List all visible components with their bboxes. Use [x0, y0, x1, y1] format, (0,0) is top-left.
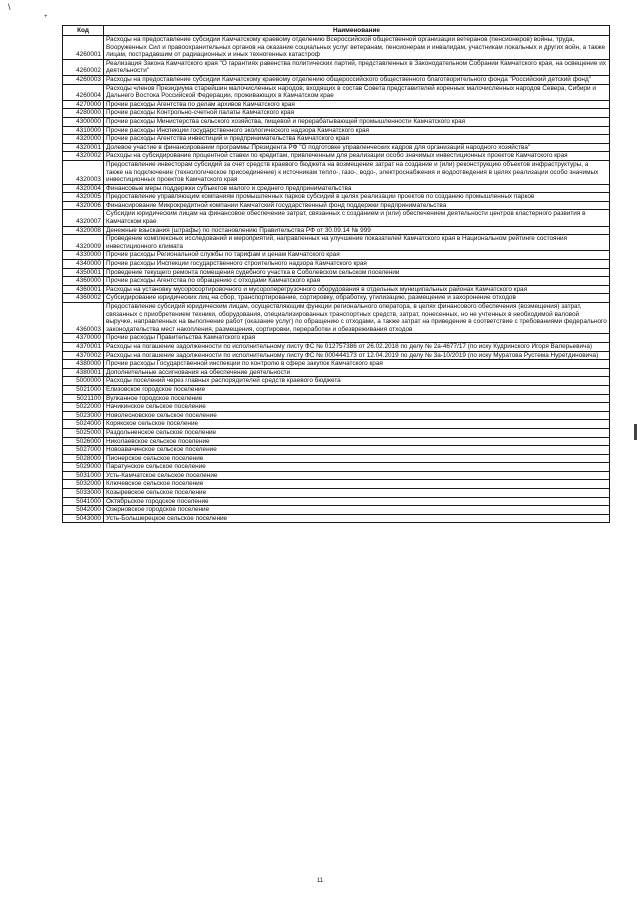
table-row	[63, 285, 610, 294]
row-name: Раздольненское сельское поселение	[104, 428, 610, 437]
row-code: 5027000	[63, 446, 104, 455]
row-name: Вулканное городское поселение	[104, 394, 610, 403]
row-name: Новоавачинское сельское поселение	[104, 446, 610, 455]
table-row	[63, 377, 610, 386]
table-row	[63, 342, 610, 351]
table-row	[63, 184, 610, 193]
table-row	[63, 454, 610, 463]
row-name: Расходы на погашение задолженности по исполнительному листу ФС № 000444173 от 12.04.2019 по делу № 3а-10/2019 (по иску Муратова Рустема Нуретдиновича)	[104, 351, 610, 360]
row-name: Расходы членов Президиума старейшин малочисленных народов, входящих в состав Совета представителей коренных малочисленных народов Севера, Сибири и Дальнего Востока Российской Федерации, проживающих в Камчатском крае	[104, 84, 610, 100]
row-code: 5021100	[63, 394, 104, 403]
row-code: 5041000	[63, 497, 104, 506]
row-name: Прочие расходы Инспекции государственного строительного надзора Камчатского края	[104, 260, 610, 269]
table-row	[63, 463, 610, 472]
table-row	[63, 201, 610, 210]
scan-mark-small: +	[44, 14, 48, 20]
table-row	[63, 471, 610, 480]
row-name: Расходы на предоставление субсидии Камчатскому краевому отделению Всероссийской общественной организации ветеранов (пенсионеров) войны, труда, Вооруженных Сил и правоохранительных органов на оказание социальных услуг ветеранам, пенсионерам и инвалидам, участникам локальных и других войн, а также лицам, пострадавшим от радиационных и иных техногенных катастроф	[104, 36, 610, 60]
row-name: Прочие расходы Контрольно-счетной палаты Камчатского края	[104, 109, 610, 118]
row-code: 4350001	[63, 268, 104, 277]
row-name: Расходы поселений через главных распорядителей средств краевого бюджета	[104, 377, 610, 386]
row-code: 4370000	[63, 334, 104, 343]
row-code: 4380001	[63, 368, 104, 377]
table-row	[63, 480, 610, 489]
row-name: Предоставление субсидий юридическим лицам, осуществляющим функции регионального оператора, в целях финансового обеспечения (возмещения) затрат, связанных с приобретением техники, оборудования, специализированных транспортных средств, затрат, понесенных, но не учтенных в необходимой валовой выручке, направленных на выполнение работ (оказание услуг) по обращению с отходами, а также затрат на приведение в соответствие с требованиями федерального законодательства мест накопления, размещения, сортировки, переработки и обезвреживания отходов	[104, 303, 610, 334]
table-row	[63, 403, 610, 412]
row-code: 4320009	[63, 235, 104, 251]
row-code: 5025000	[63, 428, 104, 437]
row-name: Расходы на установку мусоросортировочного и мусороперегрузочного оборудования в отдельных муниципальных районах Камчатского края	[104, 285, 610, 294]
table-row	[63, 411, 610, 420]
row-code: 4260001	[63, 36, 104, 60]
row-code: 4310000	[63, 126, 104, 135]
row-code: 4360003	[63, 303, 104, 334]
row-name: Расходы на погашение задолженности по исполнительному листу ФС № 012757386 от 26.02.2018 по делу № 2а-4677/17 (по иску Кудринского Игоря Валерьевича)	[104, 342, 610, 351]
table-row	[63, 109, 610, 118]
row-code: 4370002	[63, 351, 104, 360]
table-row	[63, 334, 610, 343]
row-name: Прочие расходы Агентства инвестиций и предпринимательства Камчатского края	[104, 135, 610, 144]
table-row	[63, 385, 610, 394]
row-code: 5029000	[63, 463, 104, 472]
table-row	[63, 303, 610, 334]
row-code: 5033000	[63, 489, 104, 498]
row-code: 5028000	[63, 454, 104, 463]
table-row	[63, 394, 610, 403]
row-code: 4360002	[63, 294, 104, 303]
row-code: 5022000	[63, 403, 104, 412]
table-row	[63, 36, 610, 60]
table-row	[63, 514, 610, 523]
row-name: Усть-Большерецкое сельское поселение	[104, 514, 610, 523]
row-name: Начикинское сельское поселение	[104, 403, 610, 412]
row-code: 4320002	[63, 152, 104, 161]
scan-edge-mark	[634, 424, 637, 440]
row-code: 4360000	[63, 277, 104, 286]
table-row	[63, 368, 610, 377]
table-row	[63, 143, 610, 152]
row-name: Новолесновское сельское поселение	[104, 411, 610, 420]
page-number: 11	[316, 878, 324, 884]
row-code: 4320003	[63, 160, 104, 184]
table-row	[63, 193, 610, 202]
row-code: 4360001	[63, 285, 104, 294]
table-row	[63, 75, 610, 84]
row-code: 4320000	[63, 135, 104, 144]
row-name: Прочие расходы Агентства по обращению с отходами Камчатского края	[104, 277, 610, 286]
table-header-row	[63, 26, 610, 36]
row-name: Усть-Камчатское сельское поселение	[104, 471, 610, 480]
table-row	[63, 294, 610, 303]
row-code: 4260004	[63, 84, 104, 100]
row-name: Пионерское сельское поселение	[104, 454, 610, 463]
row-code: 4300000	[63, 117, 104, 126]
table-row	[63, 135, 610, 144]
row-code: 4340000	[63, 260, 104, 269]
row-name: Ключевское сельское поселение	[104, 480, 610, 489]
table-row	[63, 428, 610, 437]
table-row	[63, 489, 610, 498]
row-code: 4260002	[63, 59, 104, 75]
row-code: 5031000	[63, 471, 104, 480]
row-code: 4380000	[63, 360, 104, 369]
row-code: 5026000	[63, 437, 104, 446]
row-name: Субсидии юридическим лицам на финансовое обеспечение затрат, связанных с созданием и (или) обеспечением деятельности центров кластерного развития в Камчатском крае	[104, 210, 610, 226]
table-row	[63, 437, 610, 446]
table-row	[63, 160, 610, 184]
table-row	[63, 497, 610, 506]
row-code: 4320001	[63, 143, 104, 152]
row-name: Прочие расходы Министерства сельского хозяйства, пищевой и перерабатывающей промышленности Камчатского края	[104, 117, 610, 126]
table-row	[63, 152, 610, 161]
table-row	[63, 277, 610, 286]
scan-mark: \	[8, 2, 11, 12]
row-name: Денежные взыскания (штрафы) по постановлению Правительства РФ от 30.09.14 № 999	[104, 226, 610, 235]
row-code: 4270000	[63, 100, 104, 109]
row-name: Прочие расходы Инспекции государственного экологического надзора Камчатского края	[104, 126, 610, 135]
table-row	[63, 117, 610, 126]
row-code: 5023000	[63, 411, 104, 420]
row-name: Проведение текущего ремонта помещения судебного участка в Соболевском сельском поселении	[104, 268, 610, 277]
row-name: Николаевское сельское поселение	[104, 437, 610, 446]
table-row	[63, 260, 610, 269]
row-code: 5024000	[63, 420, 104, 429]
row-name: Долевое участие в финансировании программы Президента РФ "О подготовке управленческих кадров для организаций народного хозяйства"	[104, 143, 610, 152]
row-code: 4280000	[63, 109, 104, 118]
row-code: 4370001	[63, 342, 104, 351]
row-name: Финансирование Микрокредитной компании Камчатский государственный фонд поддержки предпринимательства	[104, 201, 610, 210]
table-row	[63, 360, 610, 369]
table-row	[63, 210, 610, 226]
row-code: 5021000	[63, 385, 104, 394]
table-row	[63, 420, 610, 429]
table-row	[63, 251, 610, 260]
row-name: Октябрьское городское поселение	[104, 497, 610, 506]
table-row	[63, 100, 610, 109]
table-row	[63, 351, 610, 360]
row-name: Елизовское городское поселение	[104, 385, 610, 394]
table-row	[63, 506, 610, 515]
row-name: Озерновское городское поселение	[104, 506, 610, 515]
table-row	[63, 59, 610, 75]
row-name: Финансовые меры поддержки субъектов малого и среднего предпринимательства	[104, 184, 610, 193]
budget-codes-table	[62, 25, 610, 523]
row-name: Предоставление управляющим компаниям промышленных парков субсидий в целях реализации проектов по созданию промышленных парков	[104, 193, 610, 202]
table-row	[63, 235, 610, 251]
row-code: 5043000	[63, 514, 104, 523]
row-code: 4330000	[63, 251, 104, 260]
row-name: Прочие расходы Агентства по делам архивов Камчатского края	[104, 100, 610, 109]
table-row	[63, 226, 610, 235]
table-body	[63, 36, 610, 523]
row-name: Предоставление инвесторам субсидий за счет средств краевого бюджета на возмещение затрат на создание и (или) реконструкцию объектов инфраструктуры, а также на подключение (технологическое присоединение) к источникам тепло-, газо-, водо-, электроснабжения и водоотведения в целях реализации особо значимых инвестиционных проектов Камчатского края	[104, 160, 610, 184]
row-code: 4320007	[63, 210, 104, 226]
row-code: 5032000	[63, 480, 104, 489]
row-name: Расходы на субсидирование процентной ставки по кредитам, привлеченным для реализации особо значимых инвестиционных проектов Камчатского края	[104, 152, 610, 161]
row-name: Козыревское сельское поселение	[104, 489, 610, 498]
table-row	[63, 446, 610, 455]
row-code: 4320006	[63, 201, 104, 210]
row-name: Прочие расходы Региональной службы по тарифам и ценам Камчатского края	[104, 251, 610, 260]
column-header-name: Наименование	[104, 26, 610, 36]
row-name: Расходы на предоставление субсидии Камчатскому краевому отделению общероссийского общественного благотворительного фонда "Российский детский фонд"	[104, 75, 610, 84]
row-code: 4320008	[63, 226, 104, 235]
table-row	[63, 268, 610, 277]
row-code: 4320004	[63, 184, 104, 193]
row-name: Дополнительные ассигнования на обеспечение деятельности	[104, 368, 610, 377]
row-code: 5000000	[63, 377, 104, 386]
row-code: 4260003	[63, 75, 104, 84]
row-name: Прочие расходы Правительства Камчатского края	[104, 334, 610, 343]
table-row	[63, 84, 610, 100]
column-header-code: Код	[63, 26, 104, 36]
row-name: Корякское сельское поселение	[104, 420, 610, 429]
row-name: Прочие расходы Государственной инспекции по контролю в сфере закупок Камчатского края	[104, 360, 610, 369]
row-name: Паратунское сельское поселение	[104, 463, 610, 472]
row-name: Проведение комплексных исследований и мероприятий, направленных на улучшение показателей Камчатского края в Национальном рейтинге состояния инвестиционного климата	[104, 235, 610, 251]
table-row	[63, 126, 610, 135]
row-name: Реализация Закона Камчатского края "О гарантиях равенства политических партий, представленных в Законодательном Собрании Камчатского края, на освещение их деятельности"	[104, 59, 610, 75]
row-name: Субсидирование юридических лиц на сбор, транспортирование, сортировку, обработку, утилизацию, размещение и захоронение отходов	[104, 294, 610, 303]
row-code: 5042000	[63, 506, 104, 515]
row-code: 4320005	[63, 193, 104, 202]
